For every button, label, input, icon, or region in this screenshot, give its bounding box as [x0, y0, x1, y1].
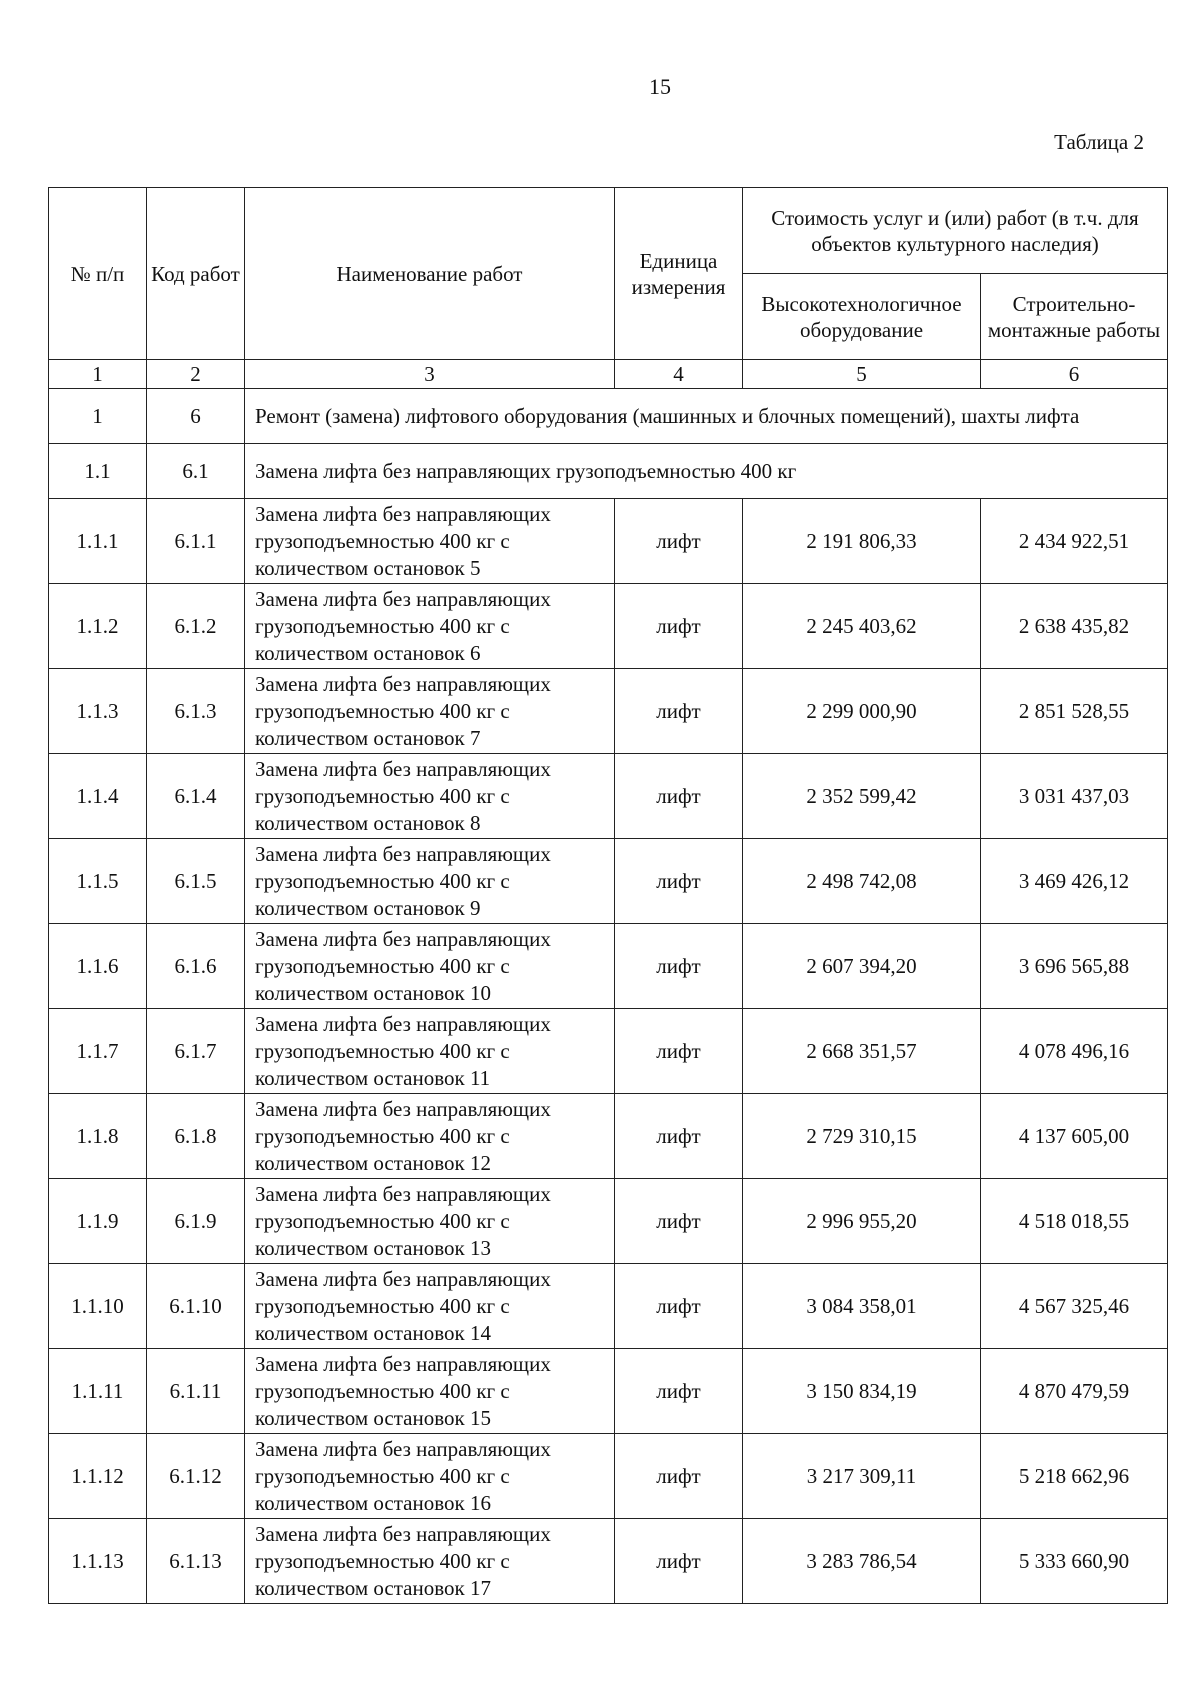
- header-cost-group: Стоимость услуг и (или) работ (в т.ч. для объектов культурного наследия): [743, 188, 1168, 274]
- table-row: [49, 1349, 1168, 1434]
- table-row: [49, 584, 1168, 669]
- row-unit: лифт: [615, 1009, 743, 1094]
- column-number: 3: [245, 360, 615, 389]
- row-unit: лифт: [615, 584, 743, 669]
- section-code: 6: [147, 389, 245, 444]
- row-num: 1.1.2: [49, 584, 147, 669]
- row-code: 6.1.7: [147, 1009, 245, 1094]
- row-code: 6.1.2: [147, 584, 245, 669]
- row-unit: лифт: [615, 1179, 743, 1264]
- row-name: Замена лифта без направляющих грузоподъемностью 400 кг с количеством остановок 10: [245, 924, 615, 1009]
- column-number: 1: [49, 360, 147, 389]
- subsection-title: Замена лифта без направляющих грузоподъемностью 400 кг: [245, 444, 1168, 499]
- table-row: [49, 1264, 1168, 1349]
- row-code: 6.1.12: [147, 1434, 245, 1519]
- row-name: Замена лифта без направляющих грузоподъемностью 400 кг с количеством остановок 6: [245, 584, 615, 669]
- row-unit: лифт: [615, 754, 743, 839]
- column-number: 4: [615, 360, 743, 389]
- row-code: 6.1.4: [147, 754, 245, 839]
- row-hightech-cost: 2 607 394,20: [743, 924, 981, 1009]
- column-number: 6: [981, 360, 1168, 389]
- row-code: 6.1.5: [147, 839, 245, 924]
- row-construction-cost: 4 078 496,16: [981, 1009, 1168, 1094]
- table-row: [49, 1094, 1168, 1179]
- subsection-row: [49, 444, 1168, 499]
- row-hightech-cost: 3 084 358,01: [743, 1264, 981, 1349]
- row-num: 1.1.10: [49, 1264, 147, 1349]
- row-num: 1.1.5: [49, 839, 147, 924]
- price-table: [48, 187, 1168, 1604]
- row-name: Замена лифта без направляющих грузоподъемностью 400 кг с количеством остановок 17: [245, 1519, 615, 1604]
- row-code: 6.1.10: [147, 1264, 245, 1349]
- header-row: [49, 188, 1168, 274]
- row-name: Замена лифта без направляющих грузоподъемностью 400 кг с количеством остановок 7: [245, 669, 615, 754]
- row-num: 1.1.11: [49, 1349, 147, 1434]
- row-num: 1.1.3: [49, 669, 147, 754]
- header-construction: Строительно-монтажные работы: [981, 274, 1168, 360]
- page-number: 15: [649, 74, 671, 99]
- row-num: 1.1.13: [49, 1519, 147, 1604]
- row-construction-cost: 3 469 426,12: [981, 839, 1168, 924]
- subsection-num: 1.1: [49, 444, 147, 499]
- row-construction-cost: 3 696 565,88: [981, 924, 1168, 1009]
- row-unit: лифт: [615, 924, 743, 1009]
- header-num: № п/п: [49, 188, 147, 360]
- table-row: [49, 924, 1168, 1009]
- row-hightech-cost: 2 668 351,57: [743, 1009, 981, 1094]
- row-name: Замена лифта без направляющих грузоподъемностью 400 кг с количеством остановок 8: [245, 754, 615, 839]
- row-num: 1.1.6: [49, 924, 147, 1009]
- row-name: Замена лифта без направляющих грузоподъемностью 400 кг с количеством остановок 12: [245, 1094, 615, 1179]
- column-number: 5: [743, 360, 981, 389]
- row-unit: лифт: [615, 1094, 743, 1179]
- row-construction-cost: 3 031 437,03: [981, 754, 1168, 839]
- row-num: 1.1.8: [49, 1094, 147, 1179]
- row-code: 6.1.3: [147, 669, 245, 754]
- table-row: [49, 1179, 1168, 1264]
- row-construction-cost: 4 870 479,59: [981, 1349, 1168, 1434]
- row-hightech-cost: 3 217 309,11: [743, 1434, 981, 1519]
- row-construction-cost: 5 218 662,96: [981, 1434, 1168, 1519]
- row-code: 6.1.6: [147, 924, 245, 1009]
- header-code: Код работ: [147, 188, 245, 360]
- header-hightech: Высокотехнологичное оборудование: [743, 274, 981, 360]
- row-code: 6.1.11: [147, 1349, 245, 1434]
- row-hightech-cost: 3 150 834,19: [743, 1349, 981, 1434]
- subsection-code: 6.1: [147, 444, 245, 499]
- row-hightech-cost: 2 729 310,15: [743, 1094, 981, 1179]
- row-unit: лифт: [615, 1434, 743, 1519]
- section-num: 1: [49, 389, 147, 444]
- row-num: 1.1.4: [49, 754, 147, 839]
- row-unit: лифт: [615, 1264, 743, 1349]
- table-row: [49, 754, 1168, 839]
- row-hightech-cost: 2 245 403,62: [743, 584, 981, 669]
- row-construction-cost: 2 851 528,55: [981, 669, 1168, 754]
- row-hightech-cost: 2 996 955,20: [743, 1179, 981, 1264]
- row-name: Замена лифта без направляющих грузоподъемностью 400 кг с количеством остановок 11: [245, 1009, 615, 1094]
- row-unit: лифт: [615, 839, 743, 924]
- column-number: 2: [147, 360, 245, 389]
- row-construction-cost: 2 434 922,51: [981, 499, 1168, 584]
- row-hightech-cost: 2 191 806,33: [743, 499, 981, 584]
- section-title: Ремонт (замена) лифтового оборудования (машинных и блочных помещений), шахты лифта: [245, 389, 1168, 444]
- table-row: [49, 1519, 1168, 1604]
- row-name: Замена лифта без направляющих грузоподъемностью 400 кг с количеством остановок 9: [245, 839, 615, 924]
- header-name: Наименование работ: [245, 188, 615, 360]
- row-unit: лифт: [615, 1519, 743, 1604]
- row-num: 1.1.12: [49, 1434, 147, 1519]
- row-hightech-cost: 2 299 000,90: [743, 669, 981, 754]
- table-label: Таблица 2: [1054, 130, 1144, 154]
- row-code: 6.1.9: [147, 1179, 245, 1264]
- row-name: Замена лифта без направляющих грузоподъемностью 400 кг с количеством остановок 13: [245, 1179, 615, 1264]
- row-unit: лифт: [615, 669, 743, 754]
- row-construction-cost: 4 137 605,00: [981, 1094, 1168, 1179]
- row-name: Замена лифта без направляющих грузоподъемностью 400 кг с количеством остановок 15: [245, 1349, 615, 1434]
- table-row: [49, 1434, 1168, 1519]
- row-num: 1.1.9: [49, 1179, 147, 1264]
- row-hightech-cost: 2 498 742,08: [743, 839, 981, 924]
- column-number-row: [49, 360, 1168, 389]
- section-row: [49, 389, 1168, 444]
- table-row: [49, 1009, 1168, 1094]
- row-unit: лифт: [615, 1349, 743, 1434]
- table-row: [49, 839, 1168, 924]
- row-name: Замена лифта без направляющих грузоподъемностью 400 кг с количеством остановок 14: [245, 1264, 615, 1349]
- row-num: 1.1.1: [49, 499, 147, 584]
- table-row: [49, 499, 1168, 584]
- row-code: 6.1.13: [147, 1519, 245, 1604]
- row-construction-cost: 4 567 325,46: [981, 1264, 1168, 1349]
- row-construction-cost: 5 333 660,90: [981, 1519, 1168, 1604]
- row-num: 1.1.7: [49, 1009, 147, 1094]
- header-unit: Единица измерения: [615, 188, 743, 360]
- table-row: [49, 669, 1168, 754]
- row-code: 6.1.1: [147, 499, 245, 584]
- row-name: Замена лифта без направляющих грузоподъемностью 400 кг с количеством остановок 5: [245, 499, 615, 584]
- row-construction-cost: 2 638 435,82: [981, 584, 1168, 669]
- row-code: 6.1.8: [147, 1094, 245, 1179]
- row-construction-cost: 4 518 018,55: [981, 1179, 1168, 1264]
- row-name: Замена лифта без направляющих грузоподъемностью 400 кг с количеством остановок 16: [245, 1434, 615, 1519]
- row-hightech-cost: 3 283 786,54: [743, 1519, 981, 1604]
- row-hightech-cost: 2 352 599,42: [743, 754, 981, 839]
- row-unit: лифт: [615, 499, 743, 584]
